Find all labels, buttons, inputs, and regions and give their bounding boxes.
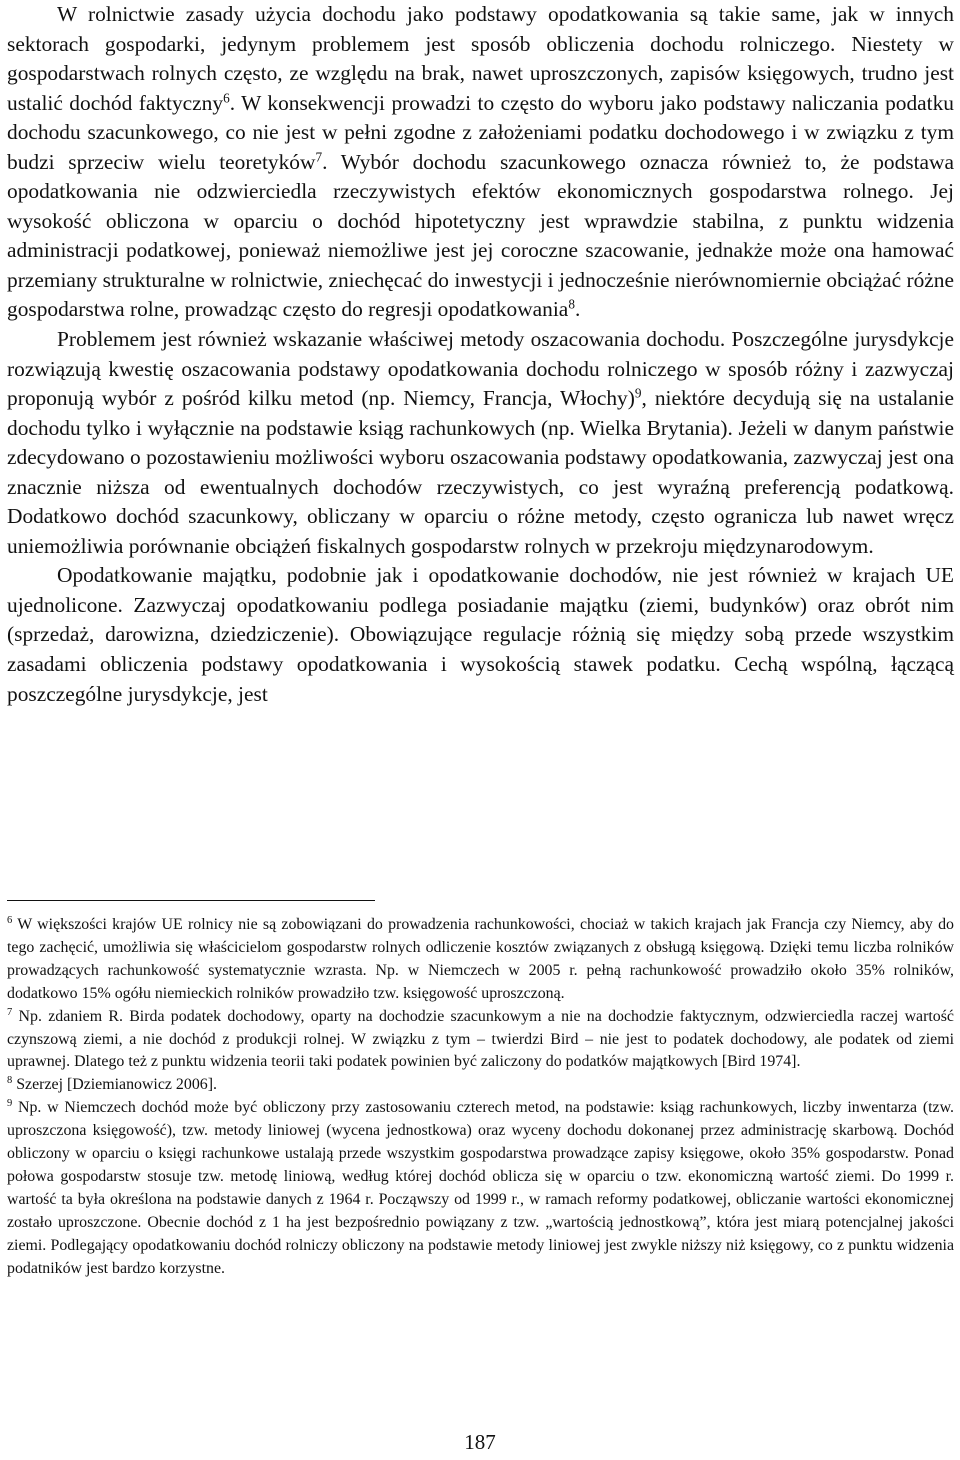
footnotes: [7, 914, 954, 1281]
footnote-9-text: Np. w Niemczech dochód może być obliczony przy zastosowaniu czterech metod, na podstawie: ksiąg rachunkowych, liczby inwentarza (tzw. uproszczona księgowość), tzw. metody liniowej (wycena jednostkowa) oraz wyceny dochodu dokonanej przez administrację skarbową. Dochód obliczony w oparciu o księgi rachunkowe ustalają przede wszystkim gospodarstwa prowadzące zapisy księgowe, około 35% gospodarstw. Ponad połowa gospodarstw stosuje tzw. metodę liniową, według której dochód oblicza się w oparciu o tzw. ekonomiczną wartość ziemi. Do 1999 r. wartość ta była określona na podstawie danych z 1964 r. Począwszy od 1999 r., w ramach reformy podatkowej, obliczanie wartości ekonomicznej zostało uproszczone. Obecnie dochód z 1 ha jest bezpośrednio powiązany z tzw. „wartością jednostkową”, która jest miarą potencjalnej jakości ziemi. Podlegający opodatkowaniu dochód rolniczy obliczony na podstawie metody liniowej jest zwykle niższy niż księgowy, co z punktu widzenia podatników jest bardzo korzystne.: [7, 1099, 954, 1277]
footnote-6: [7, 914, 954, 1006]
footnote-7-text: Np. zdaniem R. Birda podatek dochodowy, oparty na dochodzie szacunkowym a nie na dochodzie faktycznym, odzwierciedla raczej wartość czynszową ziemi, a nie dochód z produkcji rolnej. W związku z tym – twierdzi Bird – nie jest to podatek dochodowy, ale podatek od ziemi uprawnej. Dlatego też z punktu widzenia teorii taki podatek powinien być zaliczony do podatków majątkowych [Bird 1974].: [7, 1007, 954, 1071]
paragraph-1-text-b: . W konsekwencji prowadzi to często do wyboru jako podstawy naliczania podatku dochodu szacunkowego, co nie jest w pełni zgodne z założeniami podatku dochodowego i w związku z tym budzi sprzeciw wielu teoretyków: [7, 90, 954, 174]
paragraph-2-text-a: Problemem jest również wskazanie właściwej metody oszacowania dochodu. Poszczególne jurysdykcje rozwiązują kwestię oszacowania podstawy opodatkowania dochodu rolniczego w sposób różny i zazwyczaj proponują wybór z pośród kilku metod (np. Niemcy, Francja, Włochy): [7, 327, 954, 411]
paragraph-1-text-d: .: [574, 297, 581, 322]
footnote-ref-8: 8: [568, 297, 575, 313]
footnote-7-number: 7: [7, 1006, 13, 1018]
main-text: [7, 0, 954, 709]
footnote-8: [7, 1074, 954, 1097]
paragraph-3: Opodatkowanie majątku, podobnie jak i opodatkowanie dochodów, nie jest również w krajach UE ujednolicone. Zazwyczaj opodatkowaniu podlega posiadanie majątku (ziemi, budynków) oraz obrót nim (sprzedaż, darowizna, dziedziczenie). Obowiązujące regulacje różnią się między sobą przede wszystkim zasadami obliczenia podstawy opodatkowania i wysokością stawek podatku. Cechą wspólną, łączącą poszczególne jurysdykcje, jest: [7, 563, 954, 706]
footnote-8-text: Szerzej [Dziemianowicz 2006].: [12, 1076, 217, 1094]
footnote-ref-7: 7: [315, 149, 323, 165]
document-page: [7, 0, 955, 1277]
paragraph-1-text-a: W rolnictwie zasady użycia dochodu jako podstawy opodatkowania są takie same, jak w innych sektorach gospodarki, jedynym problemem jest sposób obliczenia dochodu rolniczego. Niestety w gospodarstwach rolnych często, ze względu na brak, nawet uproszczonych, zapisów księgowych, trudno jest ustalić dochód faktyczny: [7, 2, 954, 115]
paragraph-1: [7, 0, 954, 325]
footnote-ref-9: 9: [634, 385, 642, 401]
footnote-8-number: 8: [7, 1075, 13, 1087]
footnote-ref-6: 6: [223, 90, 230, 106]
footnote-separator: [7, 900, 375, 901]
footnote-7: [7, 1006, 954, 1075]
paragraph-2-text-b: , niektóre decydują się na ustalanie dochodu tylko i wyłącznie na podstawie ksiąg rachunkowych (np. Wielka Brytania). Jeżeli w danym państwie zdecydowano o pozostawieniu możliwości wyboru oszacowania podstawy opodatkowania, zazwyczaj jest ona znacznie niższa od ewentualnych dochodów rzeczywistych, co jest wyraźną preferencją podatkową. Dodatkowo dochód szacunkowy, obliczany w oparciu o różne metody, często ogranicza lub nawet wręcz uniemożliwia porównanie obciążeń fiskalnych gospodarstw rolnych w przekroju międzynarodowym.: [7, 386, 955, 558]
paragraph-2: [7, 325, 954, 561]
footnote-9-number: 9: [7, 1098, 13, 1110]
footnote-6-number: 6: [7, 915, 13, 927]
paragraph-1-text-c: . Wybór dochodu szacunkowego oznacza również to, że podstawa opodatkowania nie odzwierciedla rzeczywistych efektów ekonomicznych gospodarstwa rolnego. Jej wysokość obliczona w oparciu o dochód hipotetyczny jest wprawdzie stabilna, z punktu widzenia administracji podatkowej, ponieważ niemożliwe jest jej coroczne szacowanie, jednakże może ona hamować przemiany strukturalne w rolnictwie, zniechęcać do inwestycji i jednocześnie nierównomiernie obciążać różne gospodarstwa rolne, prowadząc często do regresji opodatkowania: [7, 149, 954, 322]
footnote-9: [7, 1097, 954, 1280]
footnote-6-text: W większości krajów UE rolnicy nie są zobowiązani do prowadzenia rachunkowości, chociaż w takich krajach jak Francja czy Niemcy, aby do tego zachęcić, umożliwia się właścicielom gospodarstw rolnych odliczenie kosztów związanych z obsługą księgową. Dzięki temu liczba rolników prowadzących rachunkowość systematycznie wzrasta. Np. w Niemczech w 2005 r. pełną rachunkowość prowadziło około 35% rolników, dodatkowo 15% ogółu niemieckich rolników prowadziło tzw. księgowość uproszczoną.: [7, 916, 954, 1002]
page-number: 187: [464, 1430, 496, 1454]
